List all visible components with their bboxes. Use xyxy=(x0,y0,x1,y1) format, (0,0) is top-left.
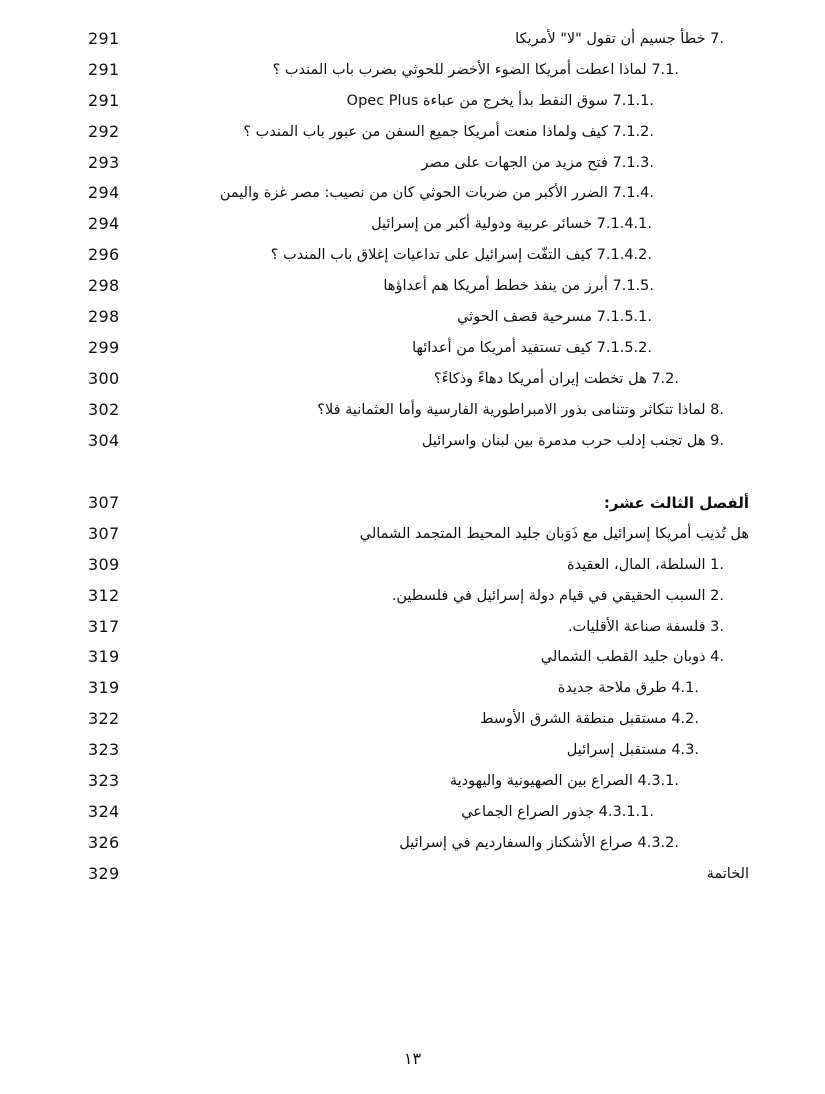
toc-entry-title: .4.3.1 الصراع بين الصهيونية واليهودية xyxy=(449,773,679,790)
toc-entry-title: .1 السلطة، المال، العقيدة xyxy=(566,556,724,573)
toc-entry-page: 323 xyxy=(88,740,120,760)
toc-entry-title: .7.1.3 فتح مزيد من الجهات على مصر xyxy=(421,154,654,171)
toc-entry[interactable] xyxy=(0,24,825,55)
toc-entry-title: .9 هل تجنب إدلب حرب مدمرة بين لبنان واسرائيل xyxy=(421,432,724,449)
toc-entry-page: 294 xyxy=(88,214,120,234)
toc-entry-conclusion[interactable] xyxy=(0,859,825,890)
toc-entry[interactable] xyxy=(0,240,825,271)
toc-entry[interactable] xyxy=(0,395,825,426)
toc-entry-title: .7.1.4 الضرر الأكبر من ضربات الحوثي كان من نصيب: مصر غزة واليمن xyxy=(219,185,654,202)
toc-entry[interactable] xyxy=(0,271,825,302)
toc-entry-page: 312 xyxy=(88,585,120,605)
chapter-heading[interactable] xyxy=(0,488,825,519)
toc-entry[interactable] xyxy=(0,333,825,364)
toc-entry[interactable] xyxy=(0,612,825,643)
toc-entry[interactable] xyxy=(0,828,825,859)
toc-entry-title: .4.1 طرق ملاحة جديدة xyxy=(557,680,699,697)
toc-entry-title: .3 فلسفة صناعة الأقليات. xyxy=(567,618,724,635)
toc-entry-page: 322 xyxy=(88,709,120,729)
toc-entry-page: 293 xyxy=(88,152,120,172)
toc-entry-title: .7.1 لماذا اعطت أمريكا الضوء الأخضر للحوثي بضرب باب المندب ؟ xyxy=(272,61,679,78)
page-number: ١٣ xyxy=(403,1049,422,1068)
toc-entry-title: .4.3 مستقبل إسرائيل xyxy=(566,742,699,759)
toc-entry-title: .7.1.5 أبرز من ينفذ خطط أمريكا هم أعداؤها xyxy=(383,278,654,295)
toc-section-chapter-13 xyxy=(0,488,825,890)
toc-entry[interactable] xyxy=(0,209,825,240)
toc-entry-page: 299 xyxy=(88,337,120,357)
toc-entry-page: 326 xyxy=(88,832,120,852)
toc-entry-page: 291 xyxy=(88,29,120,48)
toc-entry[interactable] xyxy=(0,117,825,148)
toc-entry[interactable] xyxy=(0,550,825,581)
toc-entry[interactable] xyxy=(0,55,825,86)
toc-entry[interactable] xyxy=(0,797,825,828)
toc-entry-page: 292 xyxy=(88,121,120,141)
toc-entry-page: 291 xyxy=(88,90,120,110)
toc-entry[interactable] xyxy=(0,735,825,766)
toc-entry-page: 304 xyxy=(88,430,120,450)
toc-entry[interactable] xyxy=(0,704,825,735)
toc-entry-page: 309 xyxy=(88,554,120,574)
toc-entry-page: 298 xyxy=(88,276,120,296)
toc-entry-title: .7.1.4.2 كيف التفّت إسرائيل على تداعيات إغلاق باب المندب ؟ xyxy=(270,247,652,264)
toc-entry[interactable] xyxy=(0,302,825,333)
toc-entry-title: .7.1.5.1 مسرحية قصف الحوثي xyxy=(457,309,652,326)
toc-entry-title: .8 لماذا تتكاثر وتتنامى بذور الامبراطورية الفارسية وأما العثمانية فلا؟ xyxy=(317,401,724,418)
toc-entry-page: 307 xyxy=(88,493,120,512)
toc-entry-title: .7.1.4.1 خسائر عربية ودولية أكبر من إسرائيل xyxy=(371,216,652,233)
toc-entry[interactable] xyxy=(0,86,825,117)
toc-entry-title: .7 خطأ جسيم أن تقول "لا" لأمريكا xyxy=(515,31,724,47)
toc-section-continued xyxy=(0,24,825,456)
toc-entry-title: .7.1.5.2 كيف تستفيد أمريكا من أعدائها xyxy=(412,339,652,356)
toc-entry-page: 298 xyxy=(88,307,120,327)
toc-entry[interactable] xyxy=(0,673,825,704)
toc-entry-page: 329 xyxy=(88,863,120,883)
toc-entry[interactable] xyxy=(0,766,825,797)
toc-entry[interactable] xyxy=(0,642,825,673)
toc-entry-page: 317 xyxy=(88,616,120,636)
toc-entry-page: 296 xyxy=(88,245,120,265)
toc-entry-page: 302 xyxy=(88,399,120,419)
toc-entry-page: 323 xyxy=(88,771,120,791)
toc-entry-title: .4.3.1.1 جذور الصراع الجماعي xyxy=(461,803,654,820)
toc-entry-title: .4.3.2 صراع الأشكناز والسفارديم في إسرائيل xyxy=(399,834,679,851)
toc-entry-title: .7.1.2 كيف ولماذا منعت أمريكا جميع السفن من عبور باب المندب ؟ xyxy=(243,123,654,140)
toc-entry-title: .4.2 مستقبل منطقة الشرق الأوسط xyxy=(480,711,699,728)
toc-entry-title: .4 ذوبان جليد القطب الشمالي xyxy=(540,649,724,666)
toc-entry[interactable] xyxy=(0,426,825,457)
toc-entry-page: 324 xyxy=(88,801,120,821)
chapter-subtitle[interactable] xyxy=(0,519,825,550)
toc-entry[interactable] xyxy=(0,581,825,612)
toc-entry-page: 291 xyxy=(88,59,120,79)
toc-entry-page: 294 xyxy=(88,183,120,203)
toc-entry-page: 307 xyxy=(88,523,120,543)
chapter-subtitle-title: هل تُذيب أمريكا إسرائيل مع ذَوَبان جليد المحيط المتجمد الشمالي xyxy=(359,525,749,542)
toc-entry-title: الخاتمة xyxy=(706,865,749,882)
toc-entry-title: .7.1.1 سوق النفط بدأ يخرج من عباءة Opec Plus xyxy=(346,92,654,109)
toc-entry[interactable] xyxy=(0,364,825,395)
toc-entry-page: 319 xyxy=(88,647,120,667)
toc-entry-title: .2 السبب الحقيقي في قيام دولة إسرائيل في فلسطين. xyxy=(391,587,724,604)
toc-entry-page: 319 xyxy=(88,678,120,698)
toc-entry-title: .7.2 هل تخطت إيران أمريكا دهاءً وذكاءً؟ xyxy=(433,370,679,387)
toc-entry[interactable] xyxy=(0,178,825,209)
toc-entry[interactable] xyxy=(0,148,825,179)
chapter-heading-title: ألفصل الثالث عشر: xyxy=(603,494,749,512)
toc-entry-page: 300 xyxy=(88,368,120,388)
